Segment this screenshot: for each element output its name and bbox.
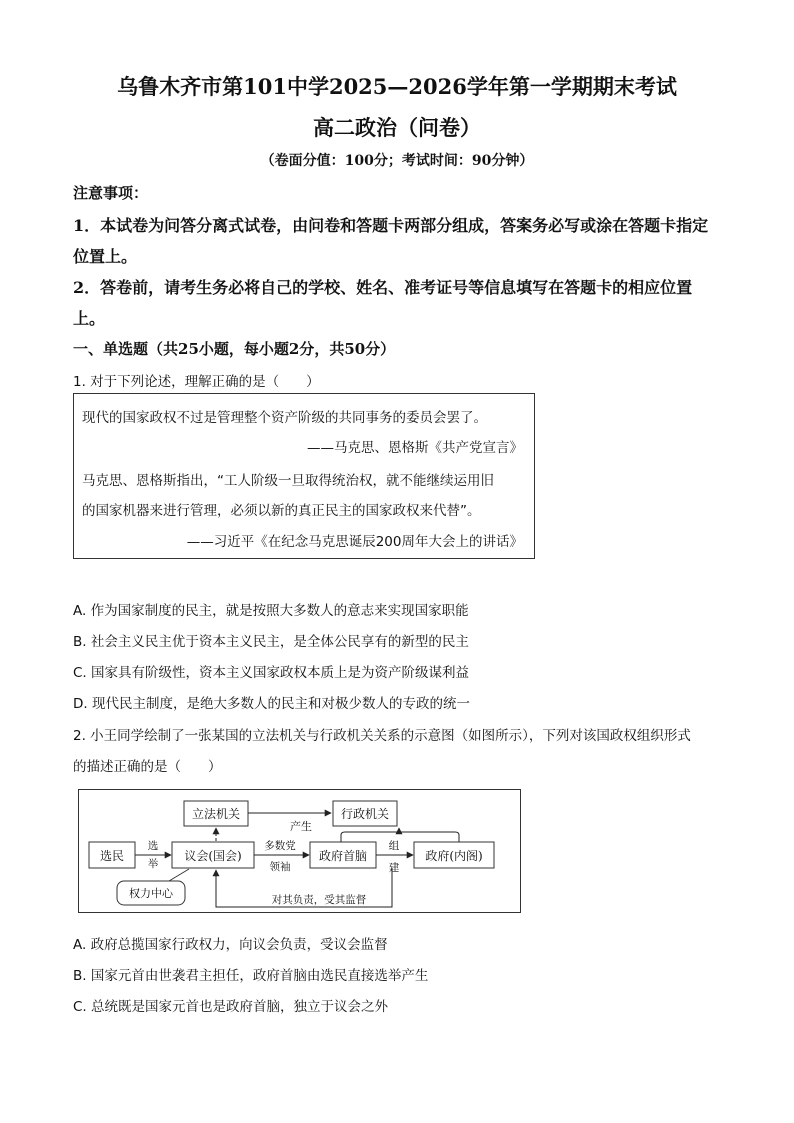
- notice-item-2-line-1: 2．答卷前，请考生务必将自己的学校、姓名、准考证号等信息填写在答题卡的相应位置: [73, 278, 693, 297]
- question-1-option-d[interactable]: D. 现代民主制度，是绝大多数人的民主和对极少数人的专政的统一: [73, 696, 470, 712]
- elect-label-2: 举: [147, 858, 159, 870]
- notice-item-1-line-2: 位置上。: [73, 247, 138, 266]
- power-center-label: 权力中心: [129, 887, 173, 900]
- exam-title: 乌鲁木齐市第101中学2025—2026学年第一学期期末考试: [117, 74, 677, 99]
- notice-item-2-line-2: 上。: [73, 309, 106, 328]
- notice-item-1-line-1: 1．本试卷为问答分离式试卷，由问卷和答题卡两部分组成，答案务必写或涂在答题卡指定: [73, 216, 709, 235]
- government-diagram: [78, 789, 521, 913]
- quote-2-text-line-1: 马克思、恩格斯指出，“工人阶级一旦取得统治权，就不能继续运用旧: [82, 473, 494, 489]
- question-1-option-b[interactable]: B. 社会主义民主优于资本主义民主，是全体公民享有的新型的民主: [73, 634, 469, 650]
- voters-label: 选民: [99, 849, 125, 863]
- majority-party-label: 多数党: [264, 840, 296, 852]
- quote-1-text: 现代的国家政权不过是管理整个资产阶级的共同事务的委员会罢了。: [82, 410, 487, 426]
- question-2-option-a[interactable]: A. 政府总揽国家行政权力，向议会负责，受议会监督: [73, 937, 388, 953]
- quote-1-source: ——马克思、恩格斯《共产党宣言》: [307, 440, 523, 456]
- diagram-svg: [79, 790, 520, 912]
- produce-label: 产生: [290, 820, 312, 833]
- power-center-pointer: [169, 869, 189, 881]
- executive-brace: [341, 832, 459, 842]
- executive-label: 行政机关: [340, 807, 390, 821]
- cabinet-label: 政府(内阁): [425, 849, 483, 863]
- question-2-option-c[interactable]: C. 总统既是国家元首也是政府首脑，独立于议会之外: [73, 999, 389, 1015]
- form-label-2: 建: [388, 862, 400, 874]
- section-heading: 一、单选题（共25小题，每小题2分，共50分）: [73, 340, 396, 358]
- question-2-stem-line-2: 的描述正确的是（ ）: [73, 759, 222, 775]
- question-2-option-b[interactable]: B. 国家元首由世袭君主担任，政府首脑由选民直接选举产生: [73, 968, 429, 984]
- parliament-label: 议会(国会): [184, 849, 242, 863]
- question-2-stem-line-1: 2. 小王同学绘制了一张某国的立法机关与行政机关关系的示意图（如图所示），下列对该国政权组织形式: [73, 728, 691, 744]
- exam-subtitle: 高二政治（问卷）: [313, 115, 481, 140]
- form-label-1: 组: [388, 840, 400, 852]
- question-1-option-c[interactable]: C. 国家具有阶级性，资本主义国家政权本质上是为资产阶级谋利益: [73, 665, 470, 681]
- question-1-option-a[interactable]: A. 作为国家制度的民主，就是按照大多数人的意志来实现国家职能: [73, 603, 469, 619]
- quote-2-text-line-2: 的国家机器来进行管理，必须以新的真正民主的国家政权来代替”。: [82, 503, 481, 519]
- leader-label: 领袖: [269, 861, 291, 873]
- question-1-stem: 1. 对于下列论述，理解正确的是（ ）: [73, 374, 320, 390]
- quote-2-source: ——习近平《在纪念马克思诞辰200周年大会上的讲话》: [186, 534, 523, 550]
- elect-label-1: 选: [147, 840, 159, 852]
- exam-info: （卷面分值：100分；考试时间：90分钟）: [260, 153, 534, 169]
- head-of-government-label: 政府首脑: [318, 849, 368, 863]
- responsible-label: 对其负责，受其监督: [271, 894, 367, 906]
- legislature-label: 立法机关: [191, 807, 241, 821]
- notice-heading: 注意事项：: [73, 184, 149, 202]
